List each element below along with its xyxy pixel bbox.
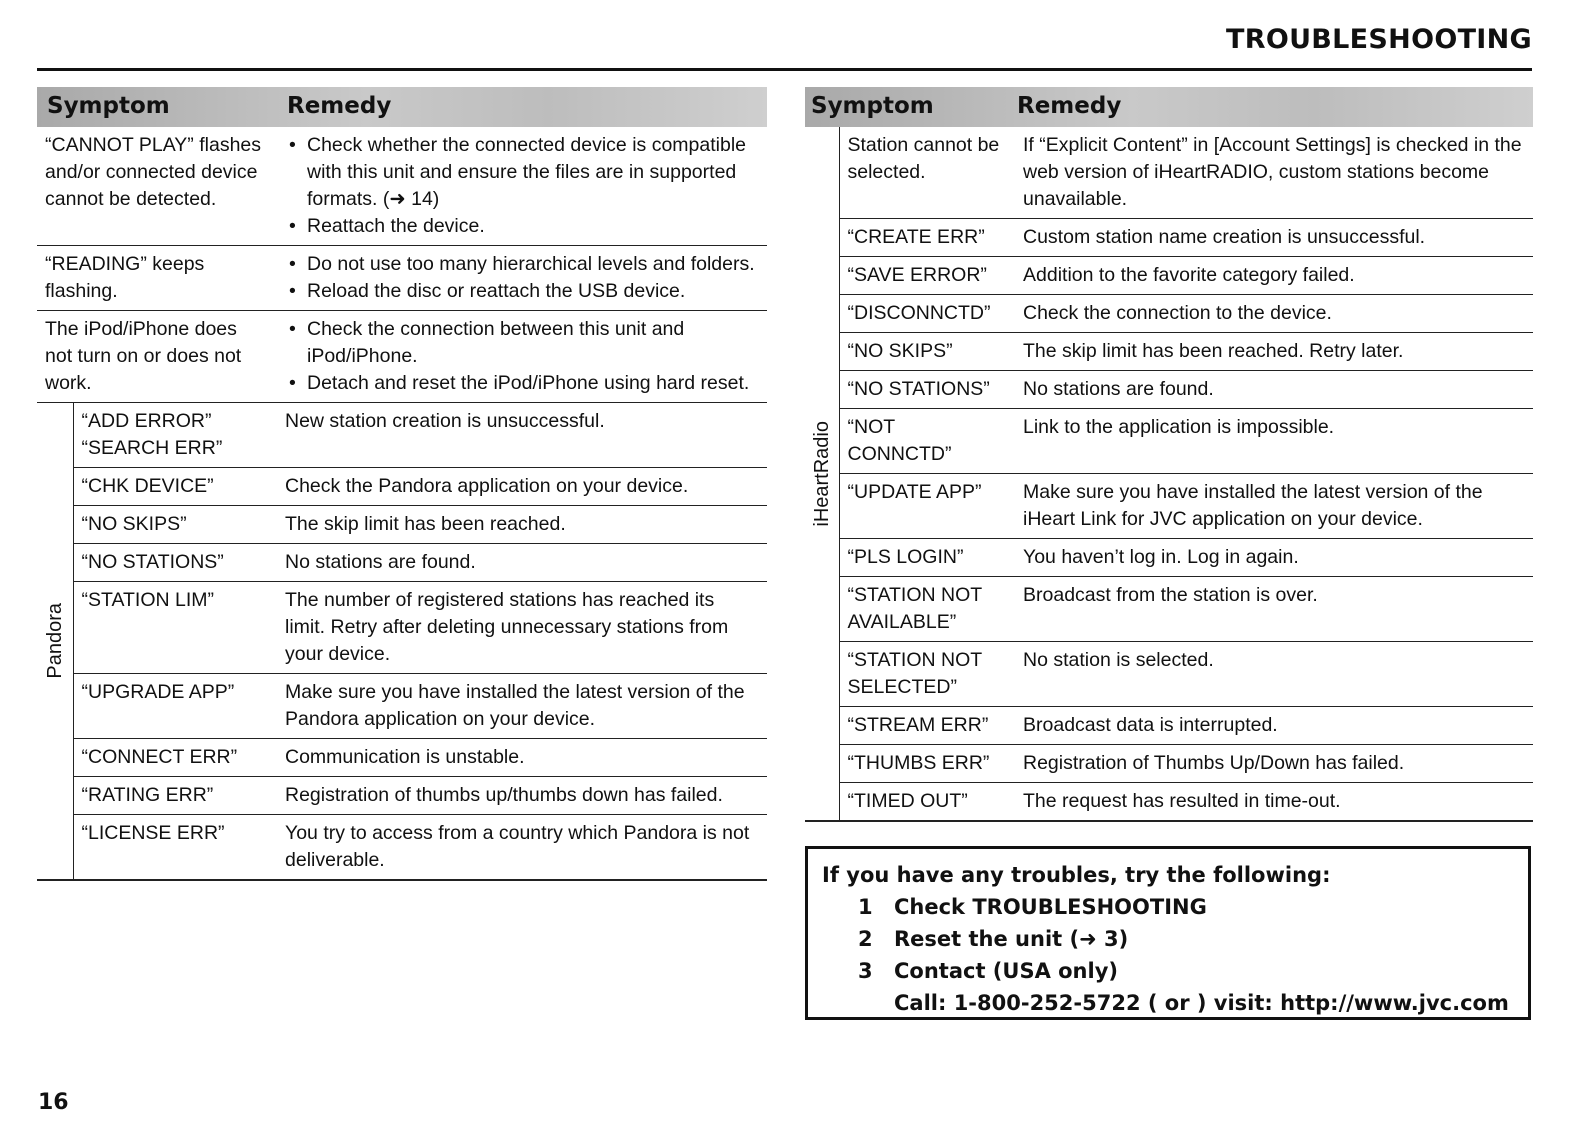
table-row (37, 777, 767, 815)
table-row (37, 815, 767, 881)
table-row (37, 127, 767, 246)
symptom-cell: “UPDATE APP” (839, 474, 1009, 539)
page-title: TROUBLESHOOTING (1226, 24, 1532, 55)
table-row (805, 371, 1533, 409)
left-table-body (37, 127, 767, 881)
remedy-bullet: • Detach and reset the iPod/iPhone using hard reset. (285, 370, 759, 397)
table-row (37, 544, 767, 582)
symptom-cell: “CANNOT PLAY” flashes and/or connected device cannot be detected. (37, 127, 277, 246)
remedy-cell: Make sure you have installed the latest version of the Pandora application on your device. (277, 674, 767, 739)
remedy-cell: Registration of thumbs up/thumbs down has failed. (277, 777, 767, 815)
remedy-cell: You haven’t log in. Log in again. (1009, 539, 1533, 577)
remedy-cell: You try to access from a country which Pandora is not deliverable. (277, 815, 767, 881)
symptom-cell: “NOT CONNCTD” (839, 409, 1009, 474)
symptom-cell: “THUMBS ERR” (839, 745, 1009, 783)
remedy-cell: If “Explicit Content” in [Account Settings] is checked in the web version of iHeartRADIO, custom stations become unavailable. (1009, 127, 1533, 219)
symptom-cell: “STATION LIM” (73, 582, 277, 674)
left-table-header (37, 87, 767, 127)
step-text: Contact (USA only) (894, 959, 1118, 983)
symptom-cell: “CHK DEVICE” (73, 468, 277, 506)
table-row (805, 257, 1533, 295)
symptom-cell: “CREATE ERR” (839, 219, 1009, 257)
step-number: 3 (858, 959, 873, 983)
remedy-cell: Addition to the favorite category failed. (1009, 257, 1533, 295)
table-row (37, 582, 767, 674)
remedy-cell: Custom station name creation is unsuccessful. (1009, 219, 1533, 257)
remedy-cell: Make sure you have installed the latest version of the iHeart Link for JVC application on your device. (1009, 474, 1533, 539)
table-row (805, 474, 1533, 539)
remedy-cell: Check the Pandora application on your device. (277, 468, 767, 506)
symptom-cell: “CONNECT ERR” (73, 739, 277, 777)
remedy-cell: Check the connection to the device. (1009, 295, 1533, 333)
pandora-group-label (37, 403, 73, 881)
remedy-cell (277, 127, 767, 246)
right-table-header (805, 87, 1533, 127)
symptom-cell: The iPod/iPhone does not turn on or does not work. (37, 311, 277, 403)
table-row (37, 311, 767, 403)
table-row (805, 295, 1533, 333)
symptom-cell: “NO SKIPS” (73, 506, 277, 544)
remedy-cell: The request has resulted in time-out. (1009, 783, 1533, 822)
troubles-tips-box (805, 846, 1531, 1020)
remedy-cell: Broadcast from the station is over. (1009, 577, 1533, 642)
right-troubleshooting-table (805, 87, 1533, 822)
iheartradio-label-text: iHeartRadio (810, 420, 833, 527)
symptom-cell: “READING” keeps flashing. (37, 246, 277, 311)
step-number: 1 (858, 895, 873, 919)
symptom-cell: “NO SKIPS” (839, 333, 1009, 371)
title-rule (37, 68, 1532, 71)
remedy-cell: The skip limit has been reached. Retry later. (1009, 333, 1533, 371)
table-row (37, 403, 767, 468)
table-row (37, 739, 767, 777)
table-row (805, 409, 1533, 474)
symptom-cell: “DISCONNCTD” (839, 295, 1009, 333)
remedy-cell: No station is selected. (1009, 642, 1533, 707)
symptom-cell: “SAVE ERROR” (839, 257, 1009, 295)
remedy-cell: New station creation is unsuccessful. (277, 403, 767, 468)
remedy-bullet: • Reattach the device. (285, 213, 759, 240)
table-row (37, 506, 767, 544)
tips-step (822, 923, 1514, 955)
table-row (805, 333, 1533, 371)
remedy-bullet: • Do not use too many hierarchical levels and folders. (285, 251, 759, 278)
tips-step (822, 955, 1514, 987)
remedy-cell (277, 311, 767, 403)
symptom-cell: “PLS LOGIN” (839, 539, 1009, 577)
remedy-cell (277, 246, 767, 311)
remedy-bullet: • Check the connection between this unit and iPod/iPhone. (285, 316, 759, 370)
symptom-cell: “UPGRADE APP” (73, 674, 277, 739)
symptom-cell: “STATION NOT AVAILABLE” (839, 577, 1009, 642)
remedy-cell: Registration of Thumbs Up/Down has failed. (1009, 745, 1533, 783)
remedy-cell: Communication is unstable. (277, 739, 767, 777)
remedy-cell: The number of registered stations has reached its limit. Retry after deleting unnecessary stations from your device. (277, 582, 767, 674)
table-row (805, 539, 1533, 577)
pandora-label-text: Pandora (43, 603, 66, 679)
symptom-cell: “TIMED OUT” (839, 783, 1009, 822)
table-row (805, 642, 1533, 707)
right-table-body (805, 127, 1533, 822)
right-symptom-heading: Symptom (811, 93, 934, 119)
step-text: Reset the unit (➜ 3) (894, 927, 1129, 951)
step-text: Check TROUBLESHOOTING (894, 895, 1207, 919)
left-symptom-heading: Symptom (47, 93, 170, 119)
right-remedy-heading: Remedy (1017, 93, 1122, 119)
table-row (37, 246, 767, 311)
table-row (805, 219, 1533, 257)
table-row (805, 577, 1533, 642)
table-row (37, 468, 767, 506)
remedy-cell: No stations are found. (1009, 371, 1533, 409)
remedy-cell: Broadcast data is interrupted. (1009, 707, 1533, 745)
remedy-bullet: • Check whether the connected device is compatible with this unit and ensure the files are in supported formats. (➜ 14) (285, 132, 759, 213)
table-row (805, 707, 1533, 745)
remedy-cell: The skip limit has been reached. (277, 506, 767, 544)
symptom-cell: “NO STATIONS” (839, 371, 1009, 409)
symptom-cell: “STATION NOT SELECTED” (839, 642, 1009, 707)
symptom-cell: “RATING ERR” (73, 777, 277, 815)
page-number: 16 (38, 1090, 69, 1115)
tips-title: If you have any troubles, try the following: (822, 863, 1331, 887)
table-row (37, 674, 767, 739)
symptom-cell: “LICENSE ERR” (73, 815, 277, 881)
symptom-cell: “ADD ERROR” “SEARCH ERR” (73, 403, 277, 468)
iheartradio-group-label (805, 127, 839, 821)
symptom-cell: Station cannot be selected. (839, 127, 1009, 219)
table-row (805, 745, 1533, 783)
remedy-bullet: • Reload the disc or reattach the USB device. (285, 278, 759, 305)
tips-step (822, 891, 1514, 923)
left-remedy-heading: Remedy (287, 93, 392, 119)
left-troubleshooting-table (37, 87, 767, 881)
table-row (805, 783, 1533, 822)
remedy-cell: No stations are found. (277, 544, 767, 582)
remedy-cell: Link to the application is impossible. (1009, 409, 1533, 474)
symptom-cell: “STREAM ERR” (839, 707, 1009, 745)
contact-call-line: Call: 1-800-252-5722 ( or ) visit: http://www.jvc.com (894, 991, 1509, 1015)
symptom-cell: “NO STATIONS” (73, 544, 277, 582)
step-number: 2 (858, 927, 873, 951)
table-row (805, 127, 1533, 219)
